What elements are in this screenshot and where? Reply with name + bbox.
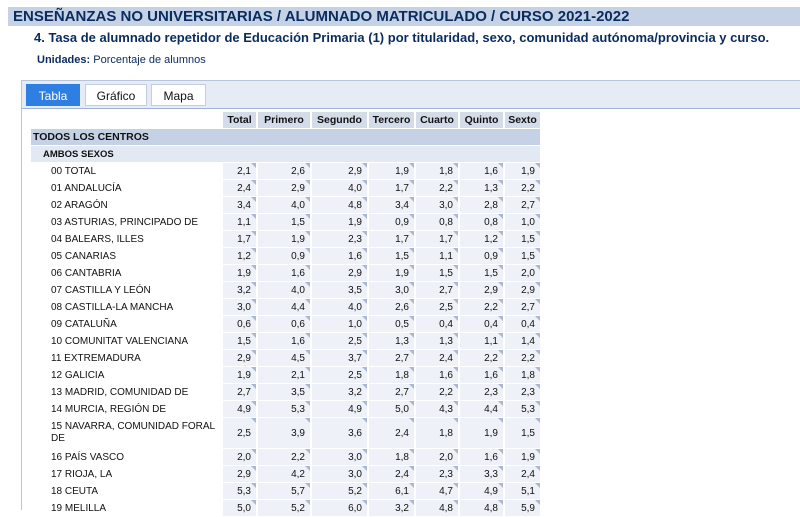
page-title: ENSEÑANZAS NO UNIVERSITARIAS / ALUMNADO MATRICULADO / CURSO 2021-2022 — [13, 8, 630, 25]
table-row — [31, 333, 540, 349]
row-label: 17 RIOJA, LA — [31, 466, 221, 482]
row-label: 14 MURCIA, REGIÓN DE — [31, 401, 221, 417]
units-label: Unidades: — [37, 54, 91, 66]
value-cell[interactable]: 5,2 — [312, 483, 367, 499]
value-cell[interactable]: 6,0 — [312, 500, 367, 516]
value-cell[interactable]: 2,9 — [505, 282, 540, 298]
value-cell[interactable]: 1,3 — [369, 333, 414, 349]
table-row — [31, 367, 540, 383]
value-cell[interactable]: 1,9 — [460, 418, 503, 448]
value-cell[interactable]: 1,5 — [505, 231, 540, 247]
row-label: 15 NAVARRA, COMUNIDAD FORAL DE — [31, 418, 221, 448]
table-row — [31, 466, 540, 482]
value-cell[interactable]: 1,6 — [416, 367, 458, 383]
value-cell[interactable]: 2,9 — [312, 265, 367, 281]
value-cell[interactable]: 1,3 — [416, 333, 458, 349]
row-label: 03 ASTURIAS, PRINCIPADO DE — [31, 214, 221, 230]
value-cell[interactable]: 1,7 — [369, 231, 414, 247]
value-cell[interactable]: 2,8 — [460, 197, 503, 213]
value-cell[interactable]: 1,1 — [416, 248, 458, 264]
value-cell[interactable]: 4,0 — [312, 180, 367, 196]
value-cell[interactable]: 4,4 — [258, 299, 310, 315]
table-row — [31, 350, 540, 366]
row-label: 05 CANARIAS — [31, 248, 221, 264]
table-row — [31, 418, 540, 448]
value-cell[interactable]: 1,5 — [505, 418, 540, 448]
value-cell[interactable]: 1,5 — [223, 333, 256, 349]
column-header: Cuarto — [416, 112, 458, 128]
value-cell[interactable]: 2,3 — [312, 231, 367, 247]
value-cell[interactable]: 5,3 — [223, 483, 256, 499]
row-label: 09 CATALUÑA — [31, 316, 221, 332]
row-label: 11 EXTREMADURA — [31, 350, 221, 366]
value-cell[interactable]: 0,9 — [258, 248, 310, 264]
value-cell[interactable]: 3,9 — [258, 418, 310, 448]
value-cell[interactable]: 2,3 — [505, 384, 540, 400]
value-cell[interactable]: 2,1 — [223, 163, 256, 179]
value-cell[interactable]: 5,7 — [258, 483, 310, 499]
value-cell[interactable]: 2,5 — [416, 299, 458, 315]
value-cell[interactable]: 1,6 — [312, 248, 367, 264]
row-label: 02 ARAGÓN — [31, 197, 221, 213]
tab-tabla[interactable]: Tabla — [26, 84, 80, 106]
value-cell[interactable]: 4,5 — [258, 350, 310, 366]
value-cell[interactable]: 3,0 — [369, 282, 414, 298]
table-row — [31, 180, 540, 196]
value-cell[interactable]: 3,0 — [223, 299, 256, 315]
value-cell[interactable]: 1,6 — [258, 265, 310, 281]
value-cell[interactable]: 0,4 — [416, 316, 458, 332]
value-cell[interactable]: 2,9 — [312, 163, 367, 179]
value-cell[interactable]: 1,9 — [369, 163, 414, 179]
value-cell[interactable]: 2,7 — [416, 282, 458, 298]
value-cell[interactable]: 2,5 — [223, 418, 256, 448]
value-cell[interactable]: 1,9 — [223, 265, 256, 281]
row-label: 00 TOTAL — [31, 163, 221, 179]
value-cell[interactable]: 0,5 — [369, 316, 414, 332]
table-row — [31, 401, 540, 417]
value-cell[interactable]: 1,8 — [416, 163, 458, 179]
value-cell[interactable]: 2,7 — [505, 299, 540, 315]
value-cell[interactable]: 2,0 — [505, 265, 540, 281]
value-cell[interactable]: 3,3 — [460, 466, 503, 482]
value-cell[interactable]: 3,2 — [369, 500, 414, 516]
value-cell[interactable]: 4,9 — [223, 401, 256, 417]
value-cell[interactable]: 1,5 — [505, 248, 540, 264]
value-cell[interactable]: 4,3 — [416, 401, 458, 417]
value-cell[interactable]: 4,8 — [460, 500, 503, 516]
value-cell[interactable]: 2,4 — [369, 418, 414, 448]
column-header: Segundo — [312, 112, 367, 128]
value-cell[interactable]: 0,4 — [505, 316, 540, 332]
value-cell[interactable]: 1,9 — [312, 214, 367, 230]
value-cell[interactable]: 2,2 — [258, 449, 310, 465]
value-cell[interactable]: 3,0 — [312, 449, 367, 465]
table-row — [31, 248, 540, 264]
value-cell[interactable]: 5,3 — [258, 401, 310, 417]
column-header: Tercero — [369, 112, 414, 128]
header-row — [31, 112, 540, 128]
value-cell[interactable]: 1,8 — [369, 367, 414, 383]
table-row — [31, 500, 540, 516]
value-cell[interactable]: 3,5 — [258, 384, 310, 400]
value-cell[interactable]: 1,6 — [460, 163, 503, 179]
tab-grafico[interactable]: Gráfico — [85, 84, 147, 106]
value-cell[interactable]: 4,0 — [258, 197, 310, 213]
value-cell[interactable]: 2,6 — [369, 299, 414, 315]
value-cell[interactable]: 2,7 — [505, 197, 540, 213]
value-cell[interactable]: 5,0 — [223, 500, 256, 516]
value-cell[interactable]: 0,9 — [369, 214, 414, 230]
value-cell[interactable]: 1,7 — [223, 231, 256, 247]
value-cell[interactable]: 5,9 — [505, 500, 540, 516]
group-row — [31, 129, 540, 145]
value-cell[interactable]: 4,8 — [416, 500, 458, 516]
table-row — [31, 214, 540, 230]
column-header: Total — [223, 112, 256, 128]
value-cell[interactable]: 2,2 — [505, 350, 540, 366]
value-cell[interactable]: 2,7 — [369, 350, 414, 366]
table-row — [31, 265, 540, 281]
title-bar — [8, 7, 800, 26]
value-cell[interactable]: 4,9 — [460, 483, 503, 499]
value-cell[interactable]: 2,2 — [416, 384, 458, 400]
value-cell[interactable]: 4,9 — [312, 401, 367, 417]
value-cell[interactable]: 3,4 — [369, 197, 414, 213]
value-cell[interactable]: 0,6 — [223, 316, 256, 332]
value-cell[interactable]: 1,6 — [258, 333, 310, 349]
group-label: TODOS LOS CENTROS — [31, 129, 540, 145]
row-label: 08 CASTILLA-LA MANCHA — [31, 299, 221, 315]
value-cell[interactable]: 0,4 — [460, 316, 503, 332]
value-cell[interactable]: 1,9 — [505, 449, 540, 465]
row-label: 16 PAÍS VASCO — [31, 449, 221, 465]
subgroup-row — [31, 146, 540, 162]
value-cell[interactable]: 1,5 — [369, 248, 414, 264]
value-cell[interactable]: 1,9 — [223, 367, 256, 383]
tab-strip — [22, 81, 800, 109]
value-cell[interactable]: 1,5 — [258, 214, 310, 230]
value-cell[interactable]: 4,0 — [258, 282, 310, 298]
value-cell[interactable]: 5,0 — [369, 401, 414, 417]
value-cell[interactable]: 1,1 — [223, 214, 256, 230]
row-label: 12 GALICIA — [31, 367, 221, 383]
value-cell[interactable]: 2,4 — [416, 350, 458, 366]
row-label: 07 CASTILLA Y LEÓN — [31, 282, 221, 298]
corner-cell — [31, 112, 221, 128]
table-row — [31, 282, 540, 298]
value-cell[interactable]: 3,5 — [312, 282, 367, 298]
units-line — [37, 54, 206, 66]
row-label: 01 ANDALUCÍA — [31, 180, 221, 196]
value-cell[interactable]: 2,1 — [258, 367, 310, 383]
value-cell[interactable]: 5,3 — [505, 401, 540, 417]
value-cell[interactable]: 1,7 — [369, 180, 414, 196]
units-value: Porcentaje de alumnos — [93, 54, 206, 66]
value-cell[interactable]: 4,4 — [460, 401, 503, 417]
value-cell[interactable]: 1,9 — [258, 231, 310, 247]
table-row — [31, 316, 540, 332]
value-cell[interactable]: 1,5 — [460, 265, 503, 281]
value-cell[interactable]: 2,5 — [312, 333, 367, 349]
value-cell[interactable]: 3,2 — [312, 384, 367, 400]
value-cell[interactable]: 2,0 — [416, 449, 458, 465]
value-cell[interactable]: 2,7 — [223, 384, 256, 400]
value-cell[interactable]: 0,8 — [416, 214, 458, 230]
value-cell[interactable]: 2,2 — [505, 180, 540, 196]
value-cell[interactable]: 2,5 — [312, 367, 367, 383]
value-cell[interactable]: 2,2 — [460, 350, 503, 366]
subgroup-label: AMBOS SEXOS — [31, 146, 540, 162]
value-cell[interactable]: 1,8 — [369, 449, 414, 465]
value-cell[interactable]: 2,9 — [223, 466, 256, 482]
value-cell[interactable]: 1,0 — [505, 214, 540, 230]
value-cell[interactable]: 1,3 — [460, 180, 503, 196]
value-cell[interactable]: 1,8 — [505, 367, 540, 383]
table-row — [31, 197, 540, 213]
value-cell[interactable]: 5,1 — [505, 483, 540, 499]
row-label: 06 CANTABRIA — [31, 265, 221, 281]
value-cell[interactable]: 1,0 — [312, 316, 367, 332]
value-cell[interactable]: 2,4 — [369, 466, 414, 482]
value-cell[interactable]: 3,2 — [223, 282, 256, 298]
value-cell[interactable]: 1,1 — [460, 333, 503, 349]
value-cell[interactable]: 2,2 — [416, 180, 458, 196]
value-cell[interactable]: 1,4 — [505, 333, 540, 349]
value-cell[interactable]: 0,8 — [460, 214, 503, 230]
row-label: 10 COMUNITAT VALENCIANA — [31, 333, 221, 349]
value-cell[interactable]: 4,7 — [416, 483, 458, 499]
value-cell[interactable]: 1,6 — [460, 449, 503, 465]
table-row — [31, 449, 540, 465]
table-row — [31, 299, 540, 315]
value-cell[interactable]: 1,7 — [416, 231, 458, 247]
row-label: 04 BALEARS, ILLES — [31, 231, 221, 247]
table-subtitle: 4. Tasa de alumnado repetidor de Educación Primaria (1) por titularidad, sexo, comunidad autónoma/provincia y curso. — [34, 30, 770, 45]
column-header: Quinto — [460, 112, 503, 128]
row-label: 13 MADRID, COMUNIDAD DE — [31, 384, 221, 400]
value-cell[interactable]: 3,7 — [312, 350, 367, 366]
row-label: 19 MELILLA — [31, 500, 221, 516]
table-row — [31, 483, 540, 499]
table-row — [31, 231, 540, 247]
value-cell[interactable]: 3,4 — [223, 197, 256, 213]
value-cell[interactable]: 2,9 — [460, 282, 503, 298]
value-cell[interactable]: 2,3 — [460, 384, 503, 400]
value-cell[interactable]: 1,9 — [369, 265, 414, 281]
value-cell[interactable]: 4,0 — [312, 299, 367, 315]
value-cell[interactable]: 0,6 — [258, 316, 310, 332]
value-cell[interactable]: 2,2 — [460, 299, 503, 315]
value-cell[interactable]: 2,4 — [223, 180, 256, 196]
value-cell[interactable]: 3,6 — [312, 418, 367, 448]
value-cell[interactable]: 1,9 — [505, 163, 540, 179]
value-cell[interactable]: 1,6 — [460, 367, 503, 383]
value-cell[interactable]: 4,2 — [258, 466, 310, 482]
value-cell[interactable]: 1,5 — [416, 265, 458, 281]
value-cell[interactable]: 2,0 — [223, 449, 256, 465]
row-label: 18 CEUTA — [31, 483, 221, 499]
value-cell[interactable]: 1,8 — [416, 418, 458, 448]
column-header: Primero — [258, 112, 310, 128]
column-header: Sexto — [505, 112, 540, 128]
value-cell[interactable]: 2,4 — [505, 466, 540, 482]
value-cell[interactable]: 2,3 — [416, 466, 458, 482]
value-cell[interactable]: 2,9 — [258, 180, 310, 196]
value-cell[interactable]: 4,8 — [312, 197, 367, 213]
data-panel — [21, 80, 800, 514]
value-cell[interactable]: 2,6 — [258, 163, 310, 179]
value-cell[interactable]: 2,9 — [223, 350, 256, 366]
value-cell[interactable]: 0,9 — [460, 248, 503, 264]
data-table — [29, 111, 542, 517]
value-cell[interactable]: 3,0 — [312, 466, 367, 482]
value-cell[interactable]: 1,2 — [223, 248, 256, 264]
value-cell[interactable]: 1,2 — [460, 231, 503, 247]
table-row — [31, 163, 540, 179]
value-cell[interactable]: 6,1 — [369, 483, 414, 499]
value-cell[interactable]: 2,7 — [369, 384, 414, 400]
tab-mapa[interactable]: Mapa — [151, 84, 206, 106]
value-cell[interactable]: 3,0 — [416, 197, 458, 213]
table-row — [31, 384, 540, 400]
value-cell[interactable]: 5,2 — [258, 500, 310, 516]
